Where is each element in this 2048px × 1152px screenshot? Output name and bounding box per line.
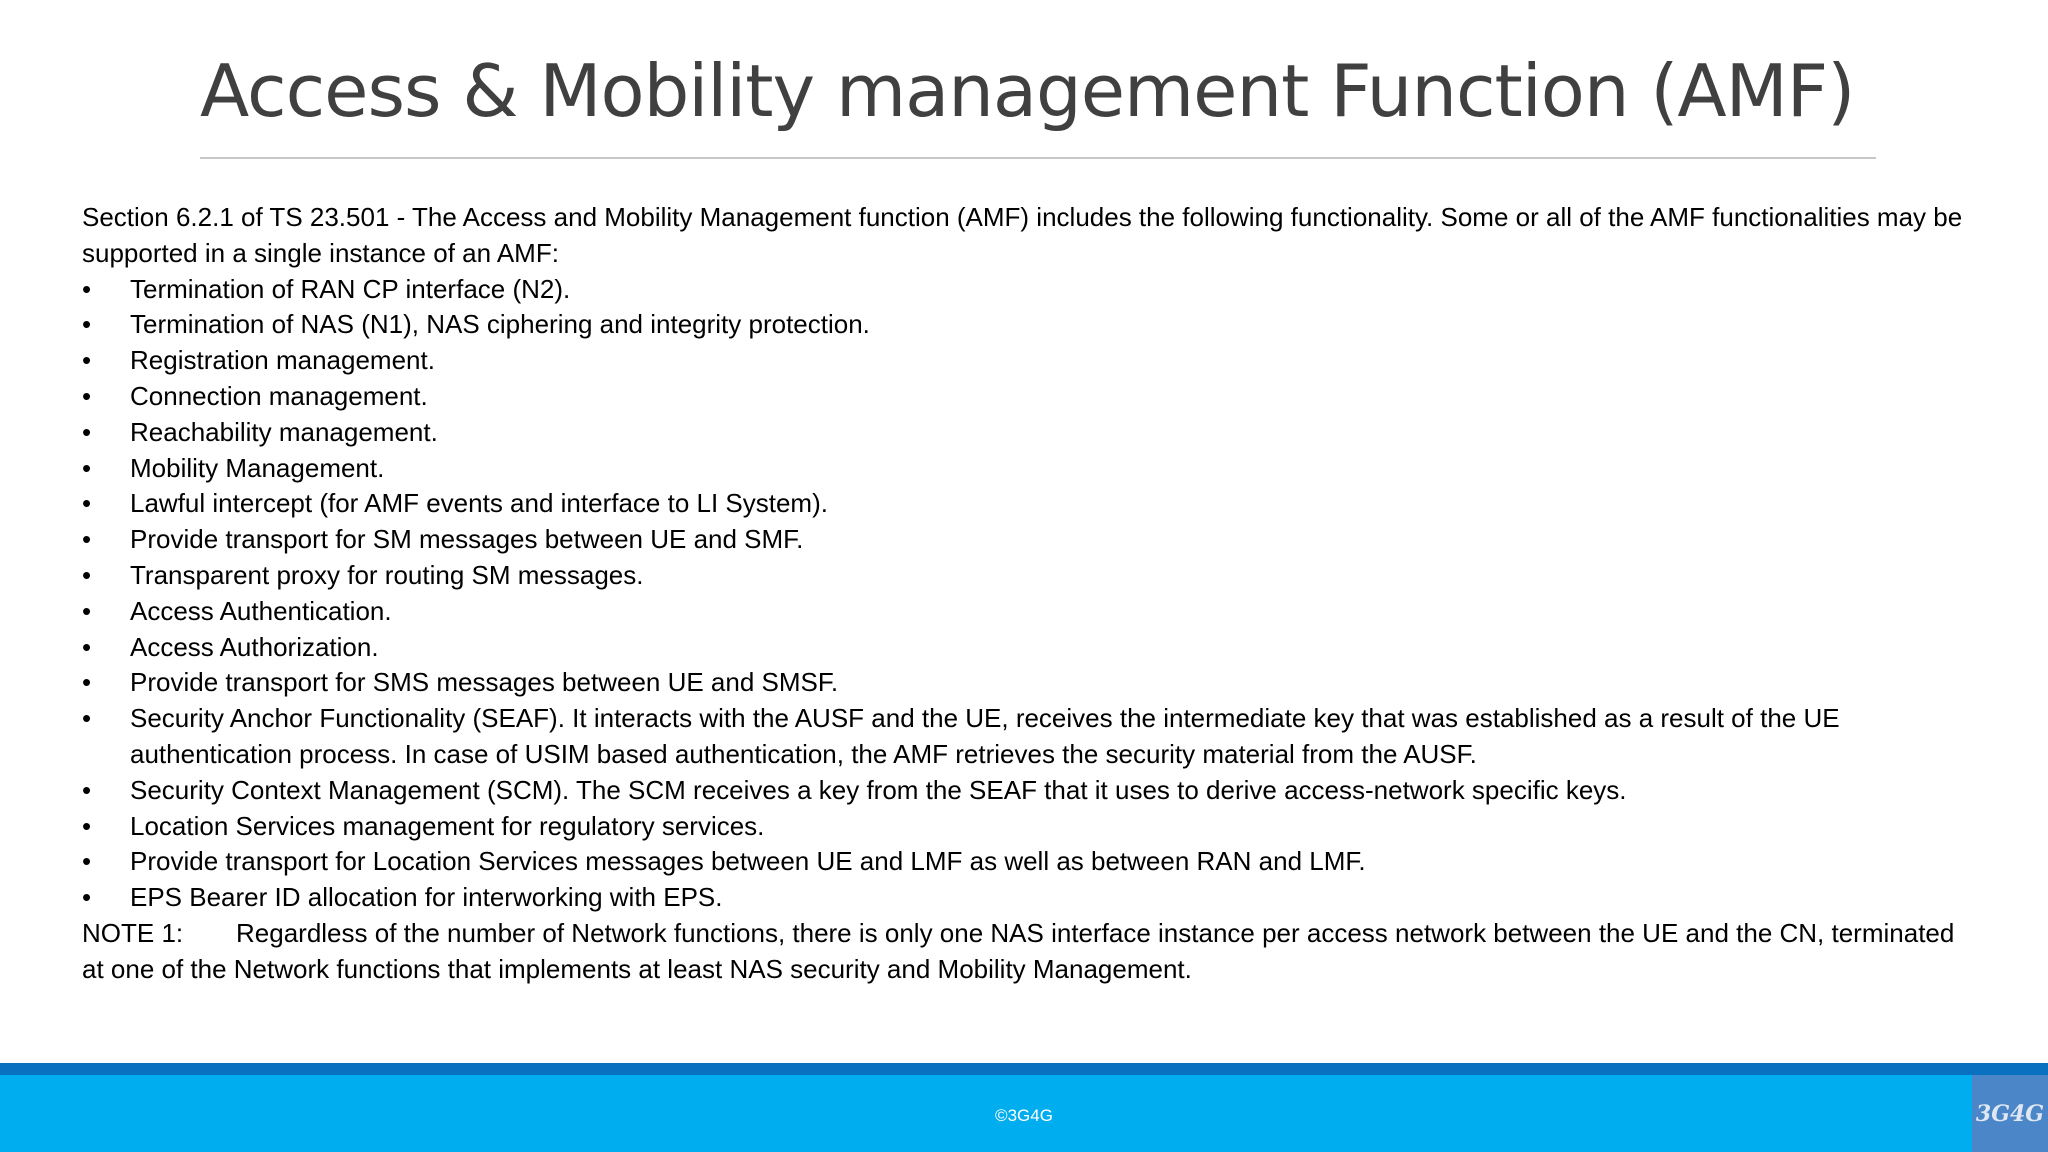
list-item-text: EPS Bearer ID allocation for interworking with EPS. [130, 882, 723, 913]
note-text: Regardless of the number of Network functions, there is only one NAS interface instance per access network between the UE and the CN, terminated at one of the Network functions that implements at least NAS security and Mobility Management. [82, 917, 1955, 984]
bullet-icon: • [82, 524, 92, 555]
bullet-icon: • [82, 595, 92, 626]
slide-body [82, 200, 1982, 988]
note-label: NOTE 1: [82, 917, 184, 948]
bullet-icon: • [82, 488, 92, 519]
bullet-icon: • [82, 309, 92, 340]
list-item-text: Access Authentication. [130, 595, 392, 626]
list-item-text: Provide transport for Location Services messages between UE and LMF as well as between RAN and LMF. [130, 846, 1366, 877]
list-item-text: Provide transport for SMS messages between UE and SMSF. [130, 667, 839, 698]
list-item [82, 701, 1982, 773]
list-item-text: Security Context Management (SCM). The SCM receives a key from the SEAF that it uses to derive access-network specific keys. [130, 774, 1627, 805]
list-item-text: Reachability management. [130, 416, 438, 447]
bullet-icon: • [82, 452, 92, 483]
list-item [82, 809, 1982, 845]
list-item-text: Lawful intercept (for AMF events and interface to LI System). [130, 488, 828, 519]
bullet-icon: • [82, 380, 92, 411]
slide-title: Access & Mobility management Function (AMF) [200, 49, 1855, 133]
functionality-list [82, 272, 1982, 916]
bullet-icon: • [82, 559, 92, 590]
list-item-text: Registration management. [130, 345, 435, 376]
list-item [82, 630, 1982, 666]
list-item [82, 272, 1982, 308]
list-item [82, 880, 1982, 916]
list-item-text: Location Services management for regulatory services. [130, 810, 765, 841]
list-item [82, 307, 1982, 343]
list-item-text: Termination of RAN CP interface (N2). [130, 273, 571, 304]
list-item [82, 451, 1982, 487]
bullet-icon: • [82, 882, 92, 913]
bullet-icon: • [82, 846, 92, 877]
note-paragraph [82, 916, 1982, 988]
bullet-icon: • [82, 273, 92, 304]
copyright-text: ©3G4G [995, 1106, 1053, 1125]
list-item-text: Termination of NAS (N1), NAS ciphering and integrity protection. [130, 309, 870, 340]
list-item [82, 665, 1982, 701]
bullet-icon: • [82, 345, 92, 376]
list-item [82, 522, 1982, 558]
footer-bar [0, 1075, 2048, 1152]
intro-paragraph: Section 6.2.1 of TS 23.501 - The Access and Mobility Management function (AMF) includes the following functionality. Some or all of the AMF functionalities may be supported in a single instance of an AMF: [82, 202, 1963, 268]
list-item-text: Transparent proxy for routing SM messages. [130, 559, 644, 590]
list-item [82, 594, 1982, 630]
bullet-icon: • [82, 703, 92, 734]
list-item-text: Provide transport for SM messages between UE and SMF. [130, 524, 804, 555]
list-item [82, 415, 1982, 451]
list-item [82, 844, 1982, 880]
bullet-icon: • [82, 774, 92, 805]
list-item-text: Mobility Management. [130, 452, 385, 483]
list-item-text: Connection management. [130, 380, 428, 411]
bullet-icon: • [82, 631, 92, 662]
brand-logo [1972, 1075, 2048, 1152]
list-item [82, 379, 1982, 415]
footer-stripe [0, 1063, 2048, 1075]
bullet-icon: • [82, 416, 92, 447]
list-item [82, 773, 1982, 809]
bullet-icon: • [82, 810, 92, 841]
list-item-text: Security Anchor Functionality (SEAF). It interacts with the AUSF and the UE, receives the intermediate key that was established as a result of the UE authentication process. In case of USIM based authentication, the AMF retrieves the security material from the AUSF. [130, 703, 1840, 769]
list-item [82, 558, 1982, 594]
title-divider [200, 157, 1876, 159]
list-item [82, 486, 1982, 522]
bullet-icon: • [82, 667, 92, 698]
list-item [82, 343, 1982, 379]
logo-text: 3G4G [1975, 1100, 2045, 1127]
list-item-text: Access Authorization. [130, 631, 379, 662]
